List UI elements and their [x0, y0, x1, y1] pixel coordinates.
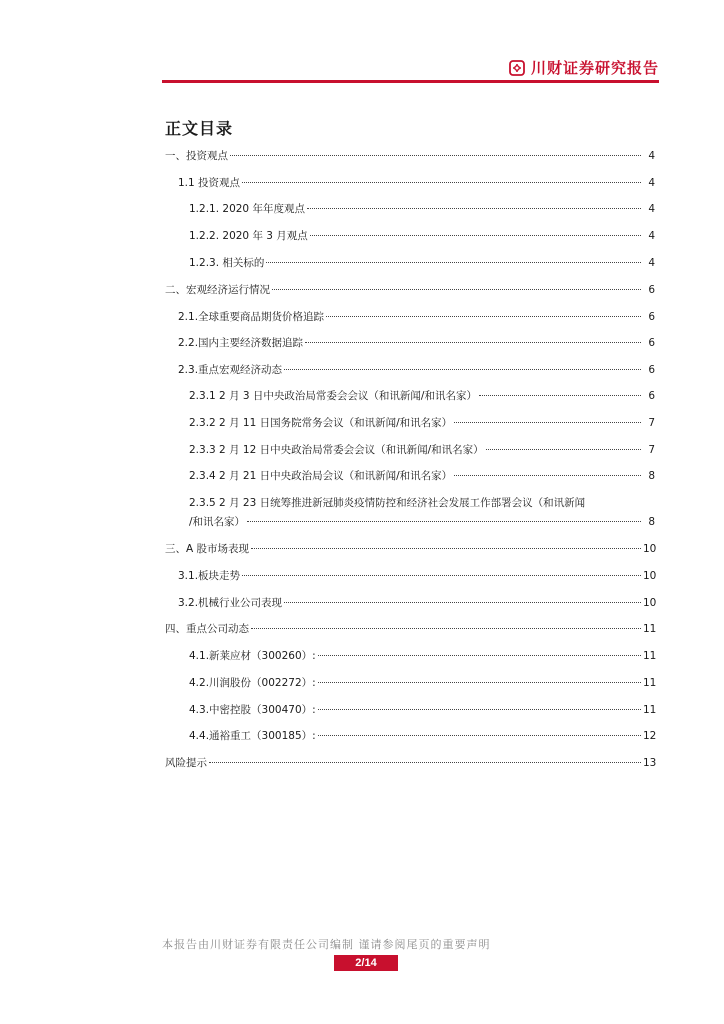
- toc-entry-label: 4.2.川润股份（002272）:: [189, 677, 316, 689]
- toc-entry[interactable]: [178, 175, 655, 191]
- toc-dot-leader: [242, 575, 641, 576]
- toc-entry-label-first-line[interactable]: 2.3.5 2 月 23 日统筹推进新冠肺炎疫情防控和经济社会发展工作部署会议（和讯新闻: [189, 497, 586, 509]
- toc-page-number: 10: [643, 543, 657, 555]
- toc-dot-leader: [247, 521, 641, 522]
- toc-entry[interactable]: [178, 595, 655, 611]
- toc-entry-label: 3.2.机械行业公司表现: [178, 597, 283, 609]
- toc-page-number: 8: [648, 470, 655, 482]
- toc-entry[interactable]: [178, 362, 655, 378]
- toc-entry-label: 2.3.重点宏观经济动态: [178, 364, 283, 376]
- toc-entry[interactable]: [178, 309, 655, 325]
- toc-entry[interactable]: [189, 228, 655, 244]
- toc-page-number: 10: [643, 597, 657, 609]
- page-indicator-badge: 2/14: [334, 955, 398, 971]
- toc-page-number: 4: [648, 257, 655, 269]
- toc-dot-leader: [479, 395, 641, 396]
- toc-dot-leader: [251, 628, 641, 629]
- toc-page-number: 10: [643, 570, 657, 582]
- toc-dot-leader: [284, 602, 641, 603]
- toc-entry[interactable]: [189, 675, 655, 691]
- toc-entry[interactable]: [165, 755, 655, 771]
- toc-dot-leader: [242, 182, 641, 183]
- toc-page-number: 13: [643, 757, 657, 769]
- toc-dot-leader: [307, 208, 641, 209]
- toc-dot-leader: [318, 735, 641, 736]
- toc-dot-leader: [272, 289, 641, 290]
- toc-entry[interactable]: [189, 514, 655, 530]
- toc-entry-label: 2.1.全球重要商品期货价格追踪: [178, 311, 325, 323]
- toc-dot-leader: [284, 369, 641, 370]
- toc-entry-label-continuation: /和讯名家）: [189, 516, 246, 528]
- footer-disclaimer: 本报告由川财证券有限责任公司编制 谨请参阅尾页的重要声明: [162, 938, 491, 951]
- toc-dot-leader: [266, 262, 641, 263]
- toc-entry[interactable]: [178, 568, 655, 584]
- toc-entry-label: 2.3.1 2 月 3 日中央政治局常委会会议（和讯新闻/和讯名家）: [189, 390, 477, 402]
- toc-entry-label: 一、投资观点: [165, 150, 228, 162]
- toc-entry-label: 1.1 投资观点: [178, 177, 241, 189]
- toc-page-number: 4: [648, 230, 655, 242]
- toc-dot-leader: [251, 548, 641, 549]
- toc-page-number: 6: [648, 337, 655, 349]
- toc-dot-leader: [305, 342, 641, 343]
- toc-entry-label: 三、A 股市场表现: [165, 543, 250, 555]
- toc-entry-label: 1.2.2. 2020 年 3 月观点: [189, 230, 308, 242]
- toc-entry-label: 2.3.3 2 月 12 日中央政治局常委会会议（和讯新闻/和讯名家）: [189, 444, 484, 456]
- toc-entry[interactable]: [165, 148, 655, 164]
- toc-page-number: 11: [643, 677, 657, 689]
- toc-entry-label: 4.1.新莱应材（300260）:: [189, 650, 316, 662]
- toc-entry[interactable]: [189, 388, 655, 404]
- toc-dot-leader: [486, 449, 641, 450]
- toc-entry-label: 2.3.2 2 月 11 日国务院常务会议（和讯新闻/和讯名家）: [189, 417, 453, 429]
- toc-page-number: 12: [643, 730, 657, 742]
- toc-page-number: 7: [648, 444, 655, 456]
- toc-entry[interactable]: [165, 621, 655, 637]
- toc-dot-leader: [454, 422, 641, 423]
- toc-entry[interactable]: [189, 468, 655, 484]
- toc-dot-leader: [454, 475, 641, 476]
- toc-entry[interactable]: [189, 442, 655, 458]
- toc-dot-leader: [209, 762, 641, 763]
- toc-entry-label: 四、重点公司动态: [165, 623, 249, 635]
- toc-entry[interactable]: [178, 335, 655, 351]
- toc-page-number: 11: [643, 704, 657, 716]
- toc-entry[interactable]: [189, 702, 655, 718]
- toc-entry-label: 4.4.通裕重工（300185）:: [189, 730, 316, 742]
- toc-entry-label: 二、宏观经济运行情况: [165, 284, 270, 296]
- toc-entry-label: 风险提示: [165, 757, 207, 769]
- brand-text: 川财证券研究报告: [530, 59, 659, 77]
- toc-entry-label: 4.3.中密控股（300470）:: [189, 704, 316, 716]
- toc-page-number: 7: [648, 417, 655, 429]
- toc-dot-leader: [230, 155, 641, 156]
- toc-dot-leader: [310, 235, 641, 236]
- toc-entry-label: 2.2.国内主要经济数据追踪: [178, 337, 304, 349]
- toc-entry[interactable]: [165, 541, 655, 557]
- toc-page-number: 4: [648, 203, 655, 215]
- toc-page-number: 8: [648, 516, 655, 528]
- toc-entry-label: 3.1.板块走势: [178, 570, 241, 582]
- toc-page-number: 6: [648, 364, 655, 376]
- toc-dot-leader: [318, 709, 641, 710]
- toc-page-number: 11: [643, 650, 657, 662]
- toc-dot-leader: [326, 316, 641, 317]
- toc-dot-leader: [318, 682, 641, 683]
- toc-dot-leader: [318, 655, 641, 656]
- toc-page-number: 4: [648, 150, 655, 162]
- toc-page-number: 11: [643, 623, 657, 635]
- toc-page-number: 6: [648, 284, 655, 296]
- toc-entry[interactable]: [189, 415, 655, 431]
- toc-entry[interactable]: [165, 282, 655, 298]
- toc-page-number: 6: [648, 311, 655, 323]
- toc-entry-label: 1.2.1. 2020 年年度观点: [189, 203, 305, 215]
- toc-page-number: 6: [648, 390, 655, 402]
- toc-entry[interactable]: [189, 255, 655, 271]
- toc-entry-label: 2.3.4 2 月 21 日中央政治局会议（和讯新闻/和讯名家）: [189, 470, 453, 482]
- toc-title: 正文目录: [165, 119, 234, 138]
- toc-entry[interactable]: [189, 201, 655, 217]
- toc-entry[interactable]: [189, 648, 655, 664]
- toc-entry-label: 1.2.3. 相关标的: [189, 257, 265, 269]
- toc-entry[interactable]: [189, 728, 655, 744]
- toc-page-number: 4: [648, 177, 655, 189]
